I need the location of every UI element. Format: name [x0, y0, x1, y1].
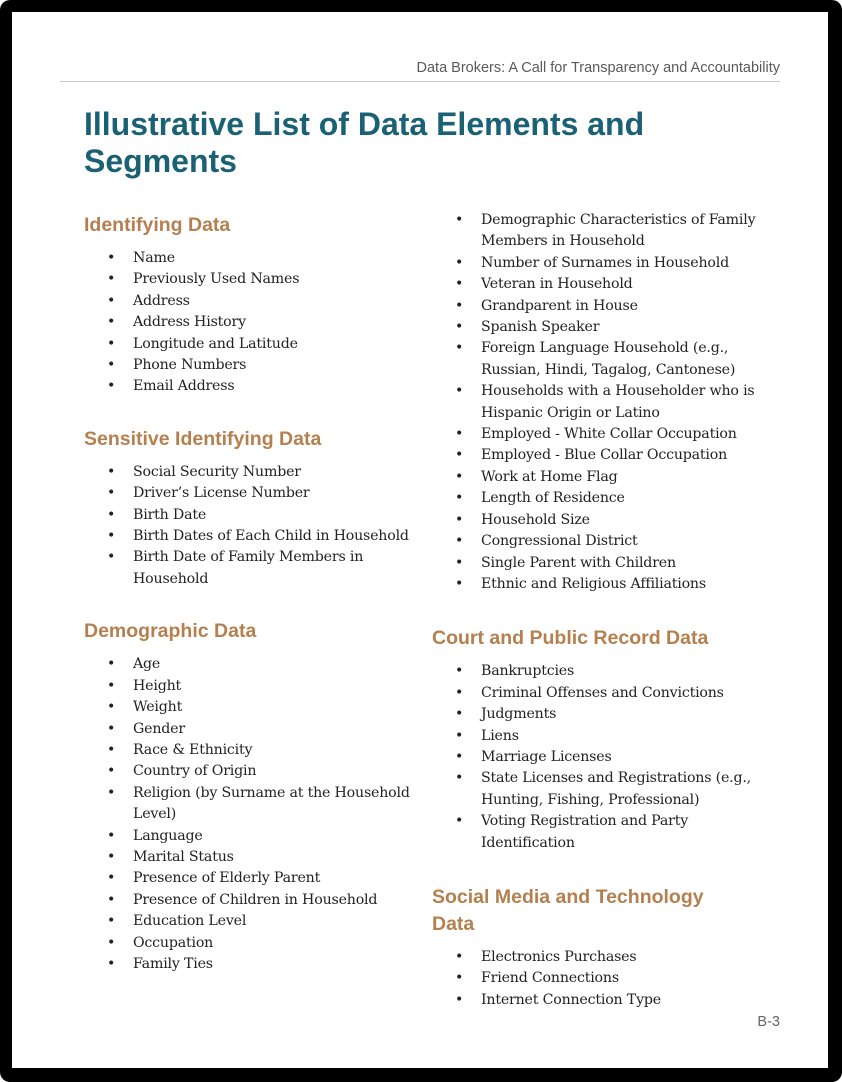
list-item: • Presence of Elderly Parent — [84, 868, 414, 889]
header-divider — [60, 81, 780, 82]
list-item: • Social Security Number — [84, 462, 414, 483]
list-item: • Number of Surnames in Household — [432, 253, 777, 274]
list-item: • Country of Origin — [84, 761, 414, 782]
list-item: • Family Ties — [84, 954, 414, 975]
list-item: • Congressional District — [432, 531, 777, 552]
list-item: • Presence of Children in Household — [84, 890, 414, 911]
list-item: • Foreign Language Household (e.g., Russian, Hindi, Tagalog, Cantonese) — [432, 338, 777, 381]
list-item: • Criminal Offenses and Convictions — [432, 683, 777, 704]
section-heading: Sensitive Identifying Data — [84, 427, 322, 450]
list-item: • State Licenses and Registrations (e.g., Hunting, Fishing, Professional) — [432, 768, 777, 811]
section-sensitive-identifying-data — [84, 426, 414, 590]
bullet-list — [432, 947, 777, 1011]
list-item: • Longitude and Latitude — [84, 334, 414, 355]
section-heading: Identifying Data — [84, 214, 231, 236]
bullet-list — [84, 654, 414, 975]
list-item: • Work at Home Flag — [432, 467, 777, 488]
list-item: • Education Level — [84, 911, 414, 932]
list-item: • Language — [84, 826, 414, 847]
list-item: • Race & Ethnicity — [84, 740, 414, 761]
list-item: • Judgments — [432, 704, 777, 725]
list-item: • Employed - Blue Collar Occupation — [432, 445, 777, 466]
list-item: • Phone Numbers — [84, 355, 414, 376]
list-item: • Employed - White Collar Occupation — [432, 424, 777, 445]
section-identifying-data — [84, 212, 414, 398]
section-heading: Court and Public Record Data — [432, 627, 709, 650]
list-item: • Gender — [84, 719, 414, 740]
list-item: • Birth Date of Family Members in Household — [84, 547, 414, 590]
list-item: • Age — [84, 654, 414, 675]
list-item: • Length of Residence — [432, 488, 777, 509]
running-header: Data Brokers: A Call for Transparency and Accountability — [416, 60, 780, 76]
list-item: • Electronics Purchases — [432, 947, 777, 968]
list-item: • Grandparent in House — [432, 296, 777, 317]
list-item: • Voting Registration and Party Identification — [432, 811, 777, 854]
bullet-list — [432, 210, 777, 595]
list-item: • Birth Date — [84, 505, 414, 526]
section-heading: Social Media and Technology Data — [432, 885, 704, 935]
list-item: • Spanish Speaker — [432, 317, 777, 338]
list-item: • Internet Connection Type — [432, 990, 777, 1011]
list-item: • Liens — [432, 726, 777, 747]
list-item: • Birth Dates of Each Child in Household — [84, 526, 414, 547]
list-item: • Single Parent with Children — [432, 553, 777, 574]
section-demographic-continued — [432, 210, 777, 595]
bullet-list — [84, 248, 414, 398]
list-item: • Households with a Householder who is Hispanic Origin or Latino — [432, 381, 777, 424]
list-item: • Ethnic and Religious Affiliations — [432, 574, 777, 595]
list-item: • Friend Connections — [432, 968, 777, 989]
section-demographic-data — [84, 618, 414, 975]
list-item: • Demographic Characteristics of Family Members in Household — [432, 210, 777, 253]
page-title: Illustrative List of Data Elements and Segments — [84, 106, 645, 179]
list-item: • Religion (by Surname at the Household Level) — [84, 783, 414, 826]
list-item: • Weight — [84, 697, 414, 718]
section-court-public-record-data — [432, 625, 777, 854]
page-number: B-3 — [757, 1014, 780, 1030]
section-heading: Demographic Data — [84, 620, 257, 643]
list-item: • Occupation — [84, 933, 414, 954]
list-item: • Household Size — [432, 510, 777, 531]
list-item: • Previously Used Names — [84, 269, 414, 290]
list-item: • Address History — [84, 312, 414, 333]
bullet-list — [432, 661, 777, 854]
left-column — [84, 212, 414, 975]
list-item: • Veteran in Household — [432, 274, 777, 295]
right-column — [432, 210, 777, 1011]
section-social-media-technology-data — [432, 884, 777, 1011]
list-item: • Marriage Licenses — [432, 747, 777, 768]
list-item: • Marital Status — [84, 847, 414, 868]
list-item: • Height — [84, 676, 414, 697]
list-item: • Bankruptcies — [432, 661, 777, 682]
list-item: • Driver’s License Number — [84, 483, 414, 504]
list-item: • Address — [84, 291, 414, 312]
list-item: • Name — [84, 248, 414, 269]
list-item: • Email Address — [84, 376, 414, 397]
bullet-list — [84, 462, 414, 590]
